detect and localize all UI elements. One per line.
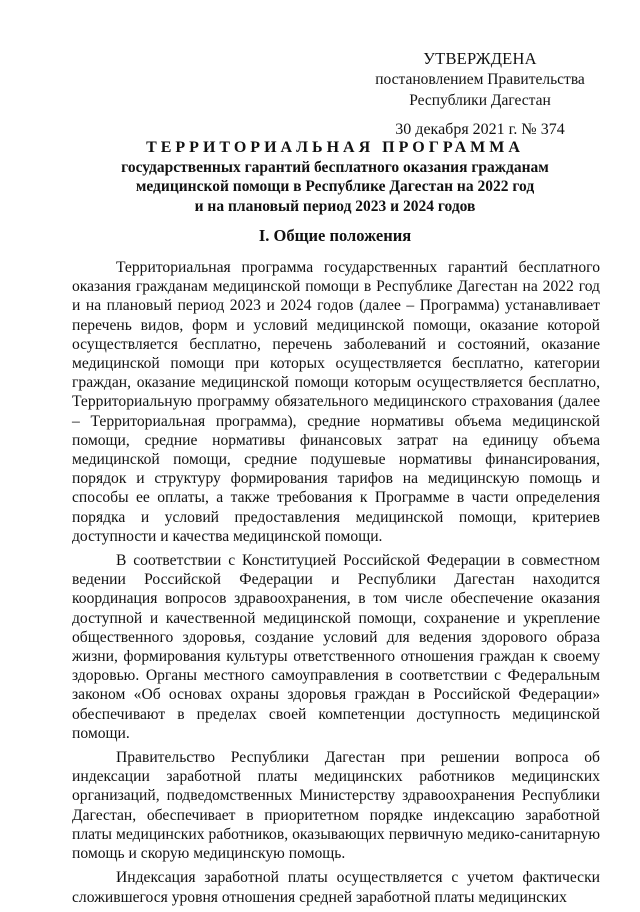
approval-date: 30 декабря 2021 г. № 374: [395, 121, 565, 138]
document-subtitle-line-1: государственных гарантий бесплатного оказания гражданам: [121, 158, 549, 176]
document-heading: [70, 138, 600, 216]
section-title: I. Общие положения: [258, 226, 412, 245]
approval-line-1: постановлением Правительства: [375, 71, 585, 88]
approval-title: УТВЕРЖДЕНА: [423, 49, 537, 68]
document-title: ТЕРРИТОРИАЛЬНАЯ ПРОГРАММА: [146, 139, 524, 156]
document-subtitle-line-2: медицинской помощи в Республике Дагестан на 2022 год: [135, 178, 535, 195]
approval-stamp: [365, 48, 595, 140]
document-body: [72, 258, 600, 912]
document-subtitle-line-3: и на плановый период 2023 и 2024 годов: [194, 197, 476, 215]
paragraph: Правительство Республики Дагестан при решении вопроса об индексации заработной платы медицинских работников медицинских организаций, подведомственных Министерству здравоохранения Республики Дагестан, обеспечивает в приоритетном порядке индексацию заработной платы медицинских работников, оказывающих первичную медико-санитарную помощь и скорую медицинскую помощь.: [72, 749, 600, 863]
approval-line-2: Республики Дагестан: [409, 92, 551, 109]
paragraph: Индексация заработной платы осуществляется с учетом фактически сложившегося уровня отношения средней заработной платы медицинских: [72, 869, 600, 906]
paragraph: Территориальная программа государственных гарантий бесплатного оказания гражданам медицинской помощи в Республике Дагестан на 2022 год и на плановый период 2023 и 2024 годов (далее – Программа) устанавливает перечень видов, форм и условий медицинской помощи, оказание которой осуществляется бесплатно, перечень заболеваний и состояний, оказание медицинской помощи при которых осуществляется бесплатно, категории граждан, оказание медицинской помощи которым осуществляется бесплатно, Территориальную программу обязательного медицинского страхования (далее – Территориальная программа), средние нормативы объема медицинской помощи, средние нормативы финансовых затрат на единицу объема медицинской помощи, средние подушевые нормативы финансирования, порядок и структуру формирования тарифов на медицинскую помощь и способы ее оплаты, а также требования к Программе в части определения порядка и условий предоставления медицинской помощи, критериев доступности и качества медицинской помощи.: [72, 259, 600, 545]
paragraph: В соответствии с Конституцией Российской Федерации в совместном ведении Российской Федерации и Республики Дагестан находится координация вопросов здравоохранения, в том числе обеспечение оказания доступной и качественной медицинской помощи, сохранение и укрепление общественного здоровья, создание условий для ведения здорового образа жизни, формирования культуры ответственного отношения граждан к своему здоровью. Органы местного самоуправления в соответствии с Федеральным законом «Об основах охраны здоровья граждан в Российской Федерации» обеспечивают в пределах своей компетенции доступность медицинской помощи.: [72, 552, 600, 742]
